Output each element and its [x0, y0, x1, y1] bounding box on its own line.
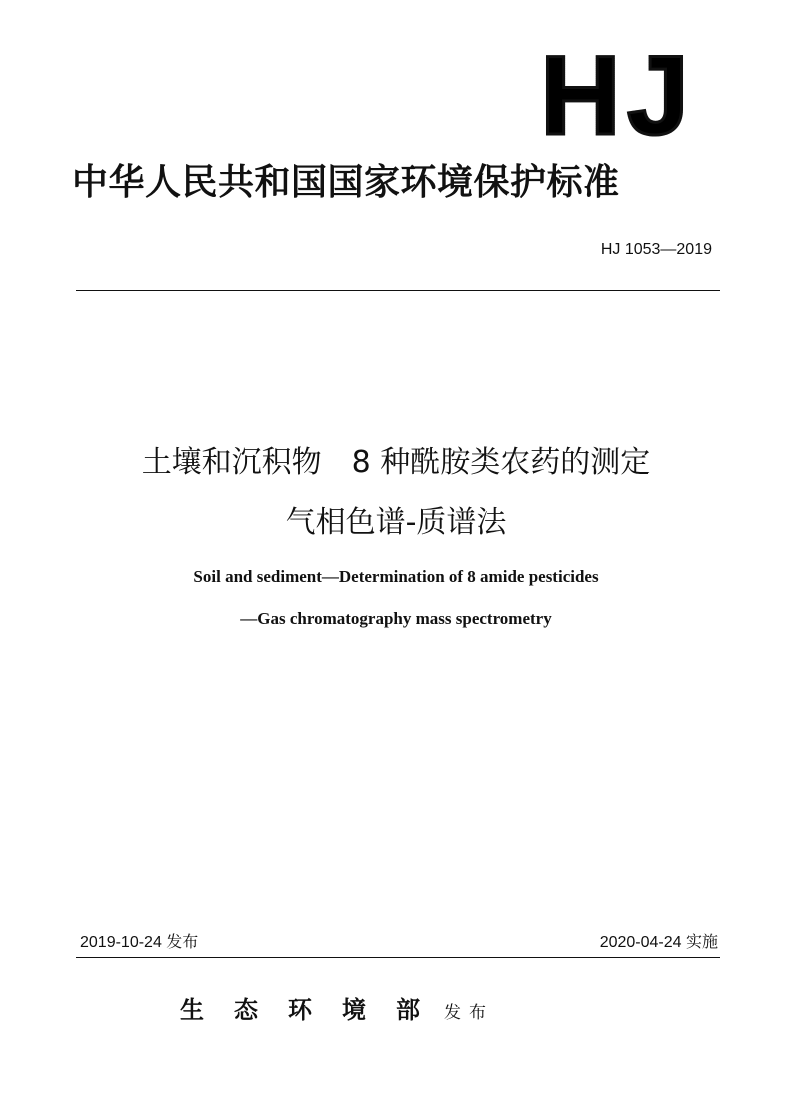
standard-category-title: 中华人民共和国国家环境保护标准 — [72, 161, 620, 203]
hj-logo: HJ — [540, 48, 705, 143]
bottom-divider — [76, 957, 720, 958]
standard-number: HJ 1053—2019 — [600, 241, 712, 258]
english-title-line-1: Soil and sediment—Determination of 8 amide pesticides — [193, 567, 599, 586]
publisher-suffix: 发布 — [444, 1003, 494, 1023]
top-divider — [76, 290, 720, 291]
chinese-title-line-2: 气相色谱-质谱法 — [285, 505, 507, 540]
chinese-title-line-1: 土壤和沉积物 8 种酰胺类农药的测定 — [141, 445, 651, 480]
issue-date: 2019-10-24 发布 — [80, 934, 199, 951]
publisher — [180, 990, 620, 1030]
english-title-line-2: —Gas chromatography mass spectrometry — [240, 609, 552, 628]
publisher-name: 生态环境部 — [180, 995, 450, 1024]
effective-date: 2020-04-24 实施 — [599, 934, 718, 951]
